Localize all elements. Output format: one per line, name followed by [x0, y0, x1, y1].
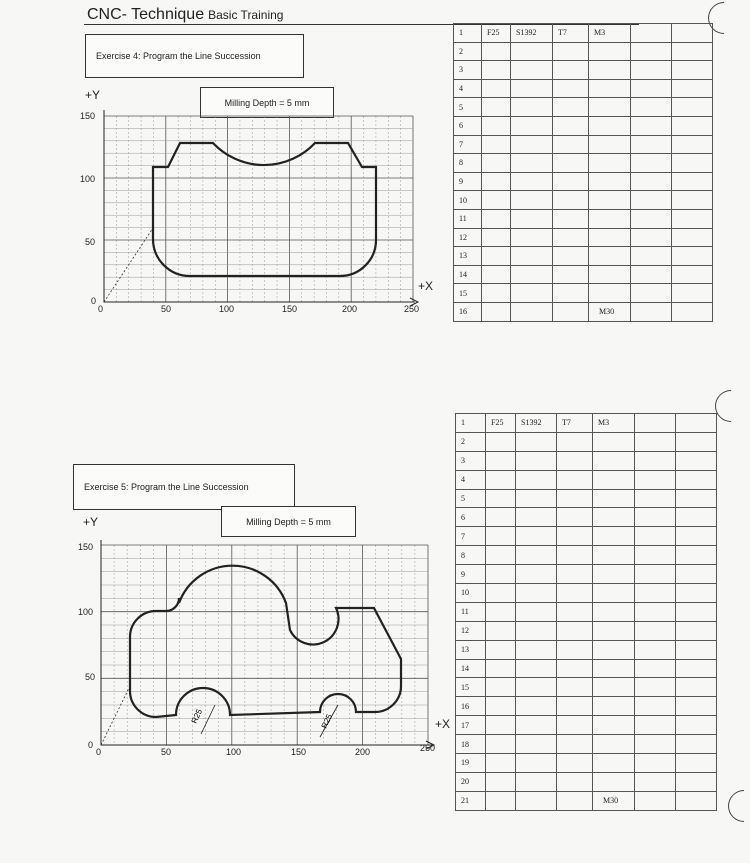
program-cell [516, 489, 557, 508]
line-number-cell: 20 [456, 772, 486, 791]
table-row [456, 546, 717, 565]
program-cell [593, 527, 635, 546]
line-number-cell: 3 [456, 451, 486, 470]
program-cell: S1392 [516, 414, 557, 433]
exercise5-x-tick: 200 [355, 747, 371, 757]
program-cell [635, 584, 676, 603]
program-cell [557, 754, 593, 773]
program-cell [486, 584, 516, 603]
exercise5-y-tick: 150 [78, 542, 94, 552]
line-number-cell: 17 [456, 716, 486, 735]
program-cell: M30 [589, 302, 631, 321]
program-cell [557, 508, 593, 527]
exercise5-x-tick: 250 [420, 743, 436, 753]
program-cell [486, 659, 516, 678]
line-number-cell: 19 [456, 754, 486, 773]
program-cell [486, 602, 516, 621]
program-cell [593, 716, 635, 735]
program-cell [486, 432, 516, 451]
program-cell [486, 791, 516, 810]
program-cell [593, 640, 635, 659]
exercise4-y-tick: 50 [85, 237, 96, 247]
line-number-cell: 13 [456, 640, 486, 659]
program-cell [635, 508, 676, 527]
program-cell [516, 621, 557, 640]
program-cell [635, 678, 676, 697]
program-cell [593, 697, 635, 716]
exercise4-y-tick: 100 [80, 174, 96, 184]
program-cell [676, 546, 717, 565]
program-cell [593, 470, 635, 489]
line-number-cell: 9 [454, 172, 482, 191]
program-cell [635, 621, 676, 640]
program-cell [593, 754, 635, 773]
program-cell [676, 489, 717, 508]
program-cell [516, 659, 557, 678]
program-cell [635, 716, 676, 735]
program-cell [516, 584, 557, 603]
program-cell [516, 527, 557, 546]
program-cell [486, 678, 516, 697]
program-cell [676, 772, 717, 791]
exercise5-radius-label: R25 [189, 707, 205, 725]
program-cell [557, 621, 593, 640]
exercise5-radius-label: R25 [319, 712, 335, 730]
exercise4-x-tick: 100 [219, 304, 235, 314]
program-cell [635, 432, 676, 451]
line-number-cell: 14 [454, 265, 482, 284]
program-cell [486, 640, 516, 659]
program-cell [593, 432, 635, 451]
line-number-cell: 15 [454, 284, 482, 303]
program-cell [676, 754, 717, 773]
exercise5-x-tick: 100 [226, 747, 242, 757]
program-cell: M30 [593, 791, 635, 810]
program-cell [516, 451, 557, 470]
line-number-cell: 1 [454, 24, 482, 43]
program-cell [676, 621, 717, 640]
table-row [456, 659, 717, 678]
line-number-cell: 10 [456, 584, 486, 603]
line-number-cell: 7 [456, 527, 486, 546]
program-cell [516, 735, 557, 754]
exercise5-radius-leader [201, 705, 215, 734]
line-number-cell: 12 [454, 228, 482, 247]
line-number-cell: 9 [456, 565, 486, 584]
exercise5-title: Exercise 5: Program the Line Succession [84, 482, 249, 492]
program-cell: S1392 [511, 24, 553, 43]
program-cell [635, 565, 676, 584]
program-cell [676, 470, 717, 489]
program-cell [593, 602, 635, 621]
program-cell [486, 716, 516, 735]
line-number-cell: 12 [456, 621, 486, 640]
line-number-cell: 18 [456, 735, 486, 754]
table-row [456, 489, 717, 508]
table-row [456, 697, 717, 716]
line-number-cell: 2 [454, 42, 482, 61]
program-cell [557, 602, 593, 621]
program-cell [516, 546, 557, 565]
table-row [456, 451, 717, 470]
program-cell [676, 659, 717, 678]
line-number-cell: 8 [454, 154, 482, 173]
line-number-cell: 5 [456, 489, 486, 508]
program-cell [635, 659, 676, 678]
program-cell [557, 470, 593, 489]
line-number-cell: 14 [456, 659, 486, 678]
exercise4-y-axis-label: +Y [85, 88, 101, 102]
line-number-cell: 16 [456, 697, 486, 716]
table-row [456, 432, 717, 451]
table-row [456, 791, 717, 810]
program-cell: T7 [557, 414, 593, 433]
line-number-cell: 11 [454, 209, 482, 228]
program-cell [557, 565, 593, 584]
line-number-cell: 11 [456, 602, 486, 621]
table-row [456, 602, 717, 621]
program-cell [635, 414, 676, 433]
program-cell [676, 565, 717, 584]
program-cell [486, 754, 516, 773]
program-cell [593, 659, 635, 678]
program-cell [635, 772, 676, 791]
table-row [456, 527, 717, 546]
program-cell [676, 791, 717, 810]
program-cell [676, 432, 717, 451]
table-row [456, 565, 717, 584]
program-cell [486, 546, 516, 565]
program-cell [635, 489, 676, 508]
program-cell [516, 602, 557, 621]
program-cell [676, 697, 717, 716]
program-cell [486, 451, 516, 470]
program-cell [557, 584, 593, 603]
program-cell: M3 [589, 24, 631, 43]
line-number-cell: 6 [454, 116, 482, 135]
program-cell [516, 678, 557, 697]
program-cell [593, 735, 635, 754]
program-cell [676, 527, 717, 546]
program-cell [557, 735, 593, 754]
program-cell [557, 697, 593, 716]
program-cell: F25 [482, 24, 511, 43]
program-cell [486, 565, 516, 584]
program-cell [676, 716, 717, 735]
program-cell [635, 791, 676, 810]
program-cell [635, 735, 676, 754]
program-cell [516, 432, 557, 451]
exercise5-approach-line [101, 686, 130, 745]
program-cell [557, 659, 593, 678]
program-cell [486, 489, 516, 508]
table-row [456, 640, 717, 659]
program-cell [486, 697, 516, 716]
exercise5-y-tick: 0 [88, 740, 94, 750]
program-cell: F25 [486, 414, 516, 433]
table-row [456, 470, 717, 489]
exercise5-y-tick: 100 [78, 607, 94, 617]
table-row [456, 414, 717, 433]
exercise4-x-tick: 50 [161, 304, 172, 314]
exercise5-x-tick: 150 [291, 747, 307, 757]
program-cell [557, 451, 593, 470]
table-row [456, 621, 717, 640]
program-cell [516, 640, 557, 659]
program-cell [486, 772, 516, 791]
line-number-cell: 10 [454, 191, 482, 210]
exercise4-x-tick: 150 [282, 304, 298, 314]
exercise4-x-tick: 0 [98, 304, 104, 314]
program-cell [516, 565, 557, 584]
exercise5-program-table [455, 413, 717, 811]
exercise5-y-axis-label: +Y [83, 515, 99, 529]
table-row [456, 584, 717, 603]
program-cell [557, 678, 593, 697]
line-number-cell: 4 [454, 79, 482, 98]
exercise5-contour [130, 566, 401, 717]
exercise5-x-axis-label: +X [435, 717, 451, 731]
program-cell [676, 602, 717, 621]
program-cell [676, 584, 717, 603]
program-cell [516, 716, 557, 735]
program-cell [593, 565, 635, 584]
exercise4-x-tick: 200 [342, 304, 358, 314]
program-cell [635, 602, 676, 621]
table-row [456, 678, 717, 697]
program-cell [486, 527, 516, 546]
program-cell [516, 470, 557, 489]
table-row [456, 508, 717, 527]
line-number-cell: 13 [454, 247, 482, 266]
exercise4-milling-depth: Milling Depth = 5 mm [224, 97, 310, 108]
program-cell [516, 508, 557, 527]
exercise4-x-axis-label: +X [418, 279, 434, 293]
program-cell: T7 [553, 24, 589, 43]
program-cell [593, 621, 635, 640]
program-cell [516, 697, 557, 716]
program-cell [557, 640, 593, 659]
line-number-cell: 1 [456, 414, 486, 433]
exercise5-x-tick: 0 [96, 747, 102, 757]
program-cell [516, 772, 557, 791]
program-cell [593, 451, 635, 470]
program-cell [635, 470, 676, 489]
exercise5-y-tick: 50 [85, 672, 96, 682]
line-number-cell: 7 [454, 135, 482, 154]
line-number-cell: 4 [456, 470, 486, 489]
line-number-cell: 2 [456, 432, 486, 451]
exercise4-title: Exercise 4: Program the Line Succession [96, 51, 261, 61]
header-title-text: CNC- Technique [87, 6, 205, 23]
program-cell [557, 432, 593, 451]
exercise5-milling-depth: Milling Depth = 5 mm [246, 516, 331, 527]
program-cell [676, 678, 717, 697]
program-cell [486, 470, 516, 489]
program-cell: M3 [593, 414, 635, 433]
line-number-cell: 15 [456, 678, 486, 697]
program-cell [593, 772, 635, 791]
line-number-cell: 5 [454, 98, 482, 117]
program-cell [557, 546, 593, 565]
exercise4-y-tick: 150 [80, 111, 96, 121]
program-cell [486, 621, 516, 640]
program-cell [486, 735, 516, 754]
program-cell [486, 508, 516, 527]
program-cell [557, 772, 593, 791]
program-cell [635, 697, 676, 716]
program-cell [635, 754, 676, 773]
program-cell [516, 791, 557, 810]
program-cell [635, 527, 676, 546]
line-number-cell: 3 [454, 61, 482, 80]
line-number-cell: 6 [456, 508, 486, 527]
header-subtitle: Basic Training [208, 8, 284, 22]
exercise5-x-tick: 50 [161, 747, 172, 757]
line-number-cell: 21 [456, 791, 486, 810]
program-cell [635, 546, 676, 565]
table-row [456, 772, 717, 791]
exercise4-x-tick: 250 [404, 304, 420, 314]
program-cell [557, 791, 593, 810]
program-cell [593, 678, 635, 697]
program-cell [593, 584, 635, 603]
line-number-cell: 16 [454, 302, 482, 321]
program-cell [557, 489, 593, 508]
table-row [456, 735, 717, 754]
program-cell [516, 754, 557, 773]
program-cell [635, 451, 676, 470]
program-cell [676, 640, 717, 659]
program-cell [557, 527, 593, 546]
program-cell [676, 735, 717, 754]
table-row [456, 716, 717, 735]
exercise4-y-tick: 0 [91, 296, 97, 306]
table-row [456, 754, 717, 773]
program-cell [557, 716, 593, 735]
line-number-cell: 8 [456, 546, 486, 565]
program-cell [593, 489, 635, 508]
program-cell [676, 508, 717, 527]
program-cell [593, 508, 635, 527]
program-cell [593, 546, 635, 565]
program-cell [676, 414, 717, 433]
program-cell [635, 640, 676, 659]
program-cell [676, 451, 717, 470]
